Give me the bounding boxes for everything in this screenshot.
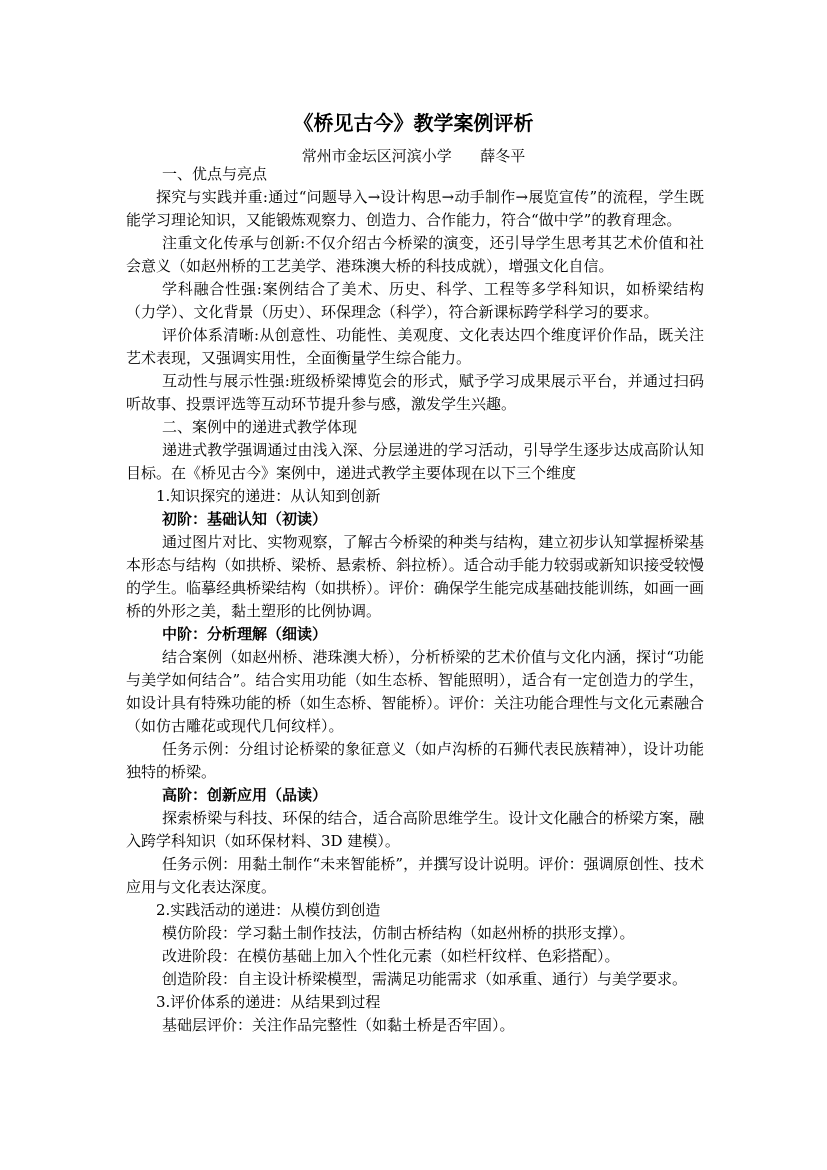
list-item: 模仿阶段：学习黏土制作技法，仿制古桥结构（如赵州桥的拱形支撑）。 [162, 924, 635, 942]
stage2-title: 中阶：分析理解（细读） [162, 625, 328, 643]
paragraph: 递进式教学强调通过由浅入深、分层递进的学习活动，引导学生逐步达成高阶认知目标。在《桥见古今》案例中，递进式教学主要体现在以下三个维度 [126, 441, 704, 482]
paragraph: 探究与实践并重:通过“问题导入→设计构思→动手制作→展览宣传”的流程，学生既能学习理论知识，又能锻炼观察力、创造力、合作能力，符合“做中学”的教育理念。 [126, 188, 704, 229]
part2-heading: 2.实践活动的递进：从模仿到创造 [156, 901, 381, 919]
document-body [126, 163, 704, 1037]
paragraph: 学科融合性强:案例结合了美术、历史、科学、工程等多学科知识，如桥梁结构（力学）、文化背景（历史）、环保理念（科学），符合新课标跨学科学习的要求。 [126, 280, 704, 321]
section2-heading: 二、案例中的递进式教学体现 [162, 418, 358, 436]
paragraph: 评价体系清晰:从创意性、功能性、美观度、文化表达四个维度评价作品，既关注艺术表现，又强调实用性，全面衡量学生综合能力。 [126, 326, 704, 367]
paragraph: 注重文化传承与创新:不仅介绍古今桥梁的演变，还引导学生思考其艺术价值和社会意义（如赵州桥的工艺美学、港珠澳大桥的科技成就），增强文化自信。 [126, 234, 704, 275]
paragraph: 探索桥梁与科技、环保的结合，适合高阶思维学生。设计文化融合的桥梁方案，融入跨学科知识（如环保材料、3D 建模）。 [126, 809, 704, 850]
list-item: 基础层评价：关注作品完整性（如黏土桥是否牢固）。 [162, 1016, 515, 1034]
section1-heading: 一、优点与亮点 [162, 165, 268, 183]
document-title: 《桥见古今》教学案例评析 [293, 111, 534, 135]
list-item: 改进阶段：在模仿基础上加入个性化元素（如栏杆纹样、色彩搭配）。 [162, 947, 620, 965]
author-line: 常州市金坛区河滨小学 薛冬平 [301, 147, 526, 165]
paragraph: 互动性与展示性强:班级桥梁博览会的形式，赋予学习成果展示平台，并通过扫码听故事、投票评选等互动环节提升参与感，激发学生兴趣。 [126, 372, 704, 413]
paragraph: 任务示例：用黏土制作“未来智能桥”，并撰写设计说明。评价：强调原创性、技术应用与文化表达深度。 [126, 855, 704, 896]
part1-heading: 1.知识探究的递进：从认知到创新 [156, 487, 381, 505]
list-item: 创造阶段：自主设计桥梁模型，需满足功能需求（如承重、通行）与美学要求。 [162, 970, 688, 988]
part3-heading: 3.评价体系的递进：从结果到过程 [156, 993, 381, 1011]
paragraph: 结合案例（如赵州桥、港珠澳大桥），分析桥梁的艺术价值与文化内涵，探讨“功能与美学如何结合”。结合实用功能（如生态桥、智能照明），适合有一定创造力的学生，如设计具有特殊功能的桥（如生态桥、智能桥）。评价：关注功能合理性与文化元素融合（如仿古雕花或现代几何纹样）。 [126, 648, 704, 735]
stage1-title: 初阶：基础认知（初读） [162, 510, 328, 528]
stage3-title: 高阶：创新应用（品读） [162, 786, 328, 804]
paragraph: 任务示例：分组讨论桥梁的象征意义（如卢沟桥的石狮代表民族精神），设计功能独特的桥梁。 [126, 740, 704, 781]
paragraph: 通过图片对比、实物观察，了解古今桥梁的种类与结构，建立初步认知掌握桥梁基本形态与结构（如拱桥、梁桥、悬索桥、斜拉桥）。适合动手能力较弱或新知识接受较慢的学生。临摹经典桥梁结构（如拱桥）。评价：确保学生能完成基础技能训练，如画一画桥的外形之美，黏土塑形的比例协调。 [126, 533, 704, 620]
